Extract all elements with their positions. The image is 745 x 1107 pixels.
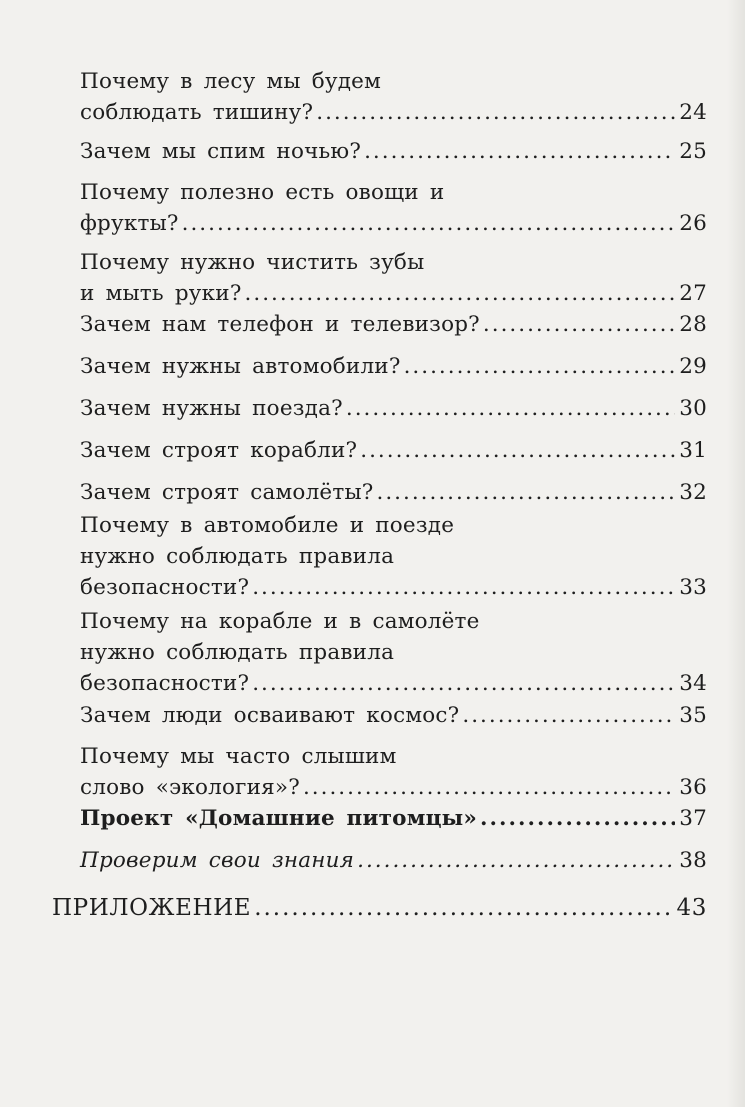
dot-leader — [364, 136, 675, 167]
dot-leader — [480, 803, 675, 834]
toc-entry — [80, 845, 707, 876]
entry-title: Зачем нужны автомобили? — [80, 354, 401, 379]
entry-title-line: Почему в лесу мы будем — [80, 69, 382, 94]
page-number: 32 — [679, 480, 707, 505]
entry-title-line: нужно соблюдать правила — [80, 544, 395, 569]
dot-leader — [346, 393, 675, 424]
page-number: 28 — [679, 312, 707, 337]
entry-final-line — [80, 700, 707, 731]
entry-title: безопасности? — [80, 575, 250, 600]
toc-entry — [80, 66, 707, 128]
entry-title: Проверим свои знания — [80, 848, 355, 873]
page-number: 26 — [679, 211, 707, 236]
toc-entry — [80, 510, 707, 603]
dot-leader — [483, 309, 675, 340]
toc-entry — [80, 803, 707, 834]
page-number: 31 — [679, 438, 707, 463]
entry-title-line: Почему мы часто слышим — [80, 744, 397, 769]
dot-leader — [316, 97, 675, 128]
dot-leader — [182, 208, 675, 239]
entry-title: Зачем нам телефон и телевизор? — [80, 312, 480, 337]
entry-final-line — [80, 97, 707, 128]
entry-final-line — [80, 803, 707, 834]
entry-title: Зачем строят корабли? — [80, 438, 358, 463]
toc-entry — [80, 177, 707, 239]
entry-title-line: нужно соблюдать правила — [80, 640, 395, 665]
entry-title-line: Почему нужно чистить зубы — [80, 250, 425, 275]
entry-final-line — [80, 668, 707, 699]
dot-leader — [252, 668, 675, 699]
page-number: 29 — [679, 354, 707, 379]
dot-leader — [252, 572, 675, 603]
toc-entry — [80, 309, 707, 340]
page-number: 30 — [679, 396, 707, 421]
entry-title-line: Почему полезно есть овощи и — [80, 180, 445, 205]
page-number: 35 — [679, 703, 707, 728]
entry-title: Зачем люди осваивают космос? — [80, 703, 460, 728]
entry-title: Зачем мы спим ночью? — [80, 139, 362, 164]
entry-title: фрукты? — [80, 211, 179, 236]
entry-title: Проект «Домашние питомцы» — [80, 806, 478, 831]
page-number: 33 — [679, 575, 707, 600]
toc-entry — [80, 477, 707, 508]
entry-title: соблюдать тишину? — [80, 100, 314, 125]
entry-title-line: Почему на корабле и в самолёте — [80, 609, 480, 634]
page-number: 34 — [679, 671, 707, 696]
page-number: 25 — [679, 139, 707, 164]
toc-entry — [80, 741, 707, 803]
dot-leader — [360, 435, 675, 466]
dot-leader — [254, 893, 672, 924]
entry-final-line — [80, 208, 707, 239]
toc-entry — [80, 435, 707, 466]
toc-entry — [80, 700, 707, 731]
entry-final-line — [80, 278, 707, 309]
entry-title-line: Почему в автомобиле и поезде — [80, 513, 455, 538]
page-edge — [727, 0, 745, 1107]
entry-final-line — [80, 572, 707, 603]
entry-title: Зачем строят самолёты? — [80, 480, 374, 505]
entry-final-line — [80, 845, 707, 876]
entry-final-line — [80, 393, 707, 424]
entry-title: и мыть руки? — [80, 281, 242, 306]
entry-final-line — [80, 351, 707, 382]
entry-final-line — [80, 477, 707, 508]
page-number: 27 — [679, 281, 707, 306]
entry-title: ПРИЛОЖЕНИЕ — [52, 895, 252, 921]
dot-leader — [303, 772, 675, 803]
page-number: 37 — [679, 806, 707, 831]
toc-entry — [80, 351, 707, 382]
toc-entry-appendix — [52, 893, 707, 924]
page-number: 24 — [679, 100, 707, 125]
dot-leader — [377, 477, 676, 508]
toc-entry — [80, 247, 707, 309]
entry-title: слово «экология»? — [80, 775, 300, 800]
dot-leader — [462, 700, 675, 731]
page-number: 43 — [676, 895, 707, 921]
page-number: 38 — [679, 848, 707, 873]
toc-entry — [80, 606, 707, 699]
entry-final-line — [80, 772, 707, 803]
dot-leader — [245, 278, 675, 309]
entry-final-line — [80, 136, 707, 167]
entry-title: безопасности? — [80, 671, 250, 696]
dot-leader — [357, 845, 675, 876]
entry-final-line — [80, 309, 707, 340]
entry-final-line — [80, 435, 707, 466]
dot-leader — [404, 351, 675, 382]
entry-title: Зачем нужны поезда? — [80, 396, 343, 421]
page-number: 36 — [679, 775, 707, 800]
toc-entry — [80, 136, 707, 167]
toc-entry — [80, 393, 707, 424]
